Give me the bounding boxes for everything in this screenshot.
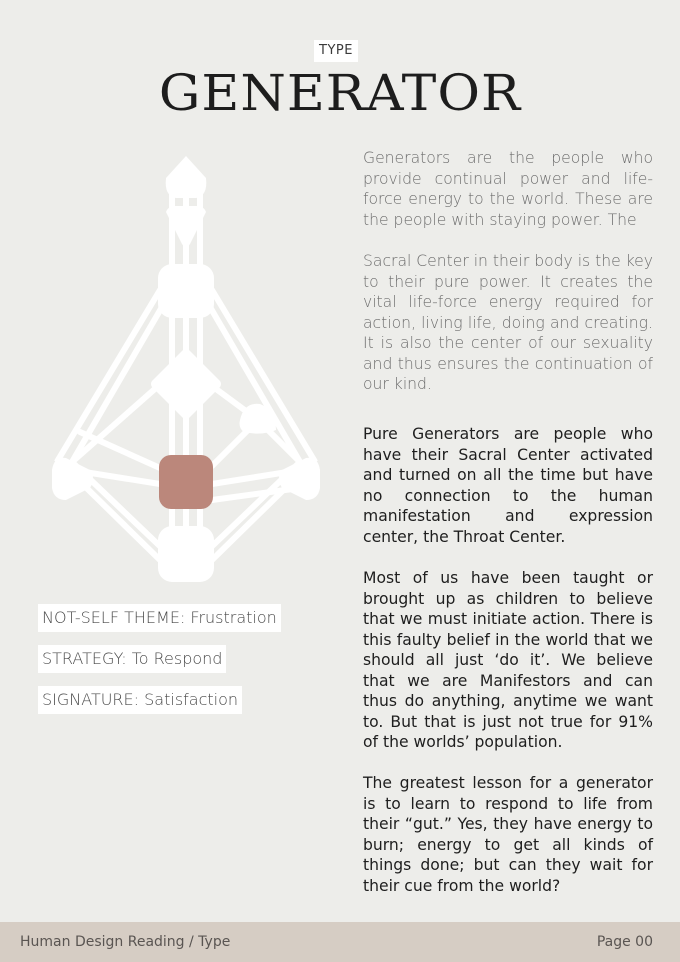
signature-tag: SIGNATURE: Satisfaction xyxy=(38,686,242,714)
paragraph-1: Generators are the people who provide continual power and life-force energy to the world. These are the people with staying power. The xyxy=(363,149,653,229)
sacral-center-icon xyxy=(159,455,213,509)
paragraph-4: Most of us have been taught or brought up as children to believe that we must initiate action. There is this faulty belief in the world that we should all just ‘do it’. We believe that we are Manifestors and can thus do anything, anytime we want to. But that is just not true for 91% of the worlds’ population. xyxy=(363,569,653,751)
bodygraph-icon xyxy=(40,150,330,590)
page-title: GENERATOR xyxy=(158,65,522,123)
footer xyxy=(0,922,680,962)
paragraph-3: Pure Generators are people who have their Sacral Center activated and turned on all the time but have no connection to the human manifestation and expression center, the Throat Center. xyxy=(363,425,653,546)
page-number: Page 00 xyxy=(596,934,653,950)
footer-title: Human Design Reading / Type xyxy=(20,934,231,950)
type-kicker: TYPE xyxy=(314,40,358,62)
not-self-theme-tag: NOT-SELF THEME: Frustration xyxy=(38,604,281,632)
strategy-tag: STRATEGY: To Respond xyxy=(38,645,226,673)
paragraph-5: The greatest lesson for a generator is to learn to respond to life from their “gut.” Yes, they have energy to burn; energy to get all kinds of things done; but can they wait for their cue from the world? xyxy=(363,774,653,895)
paragraph-2: Sacral Center in their body is the key to their pure power. It creates the vital life-force energy required for action, living life, doing and creating. It is also the center of our sexuality and thus ensures the continuation of our kind. xyxy=(363,252,653,393)
